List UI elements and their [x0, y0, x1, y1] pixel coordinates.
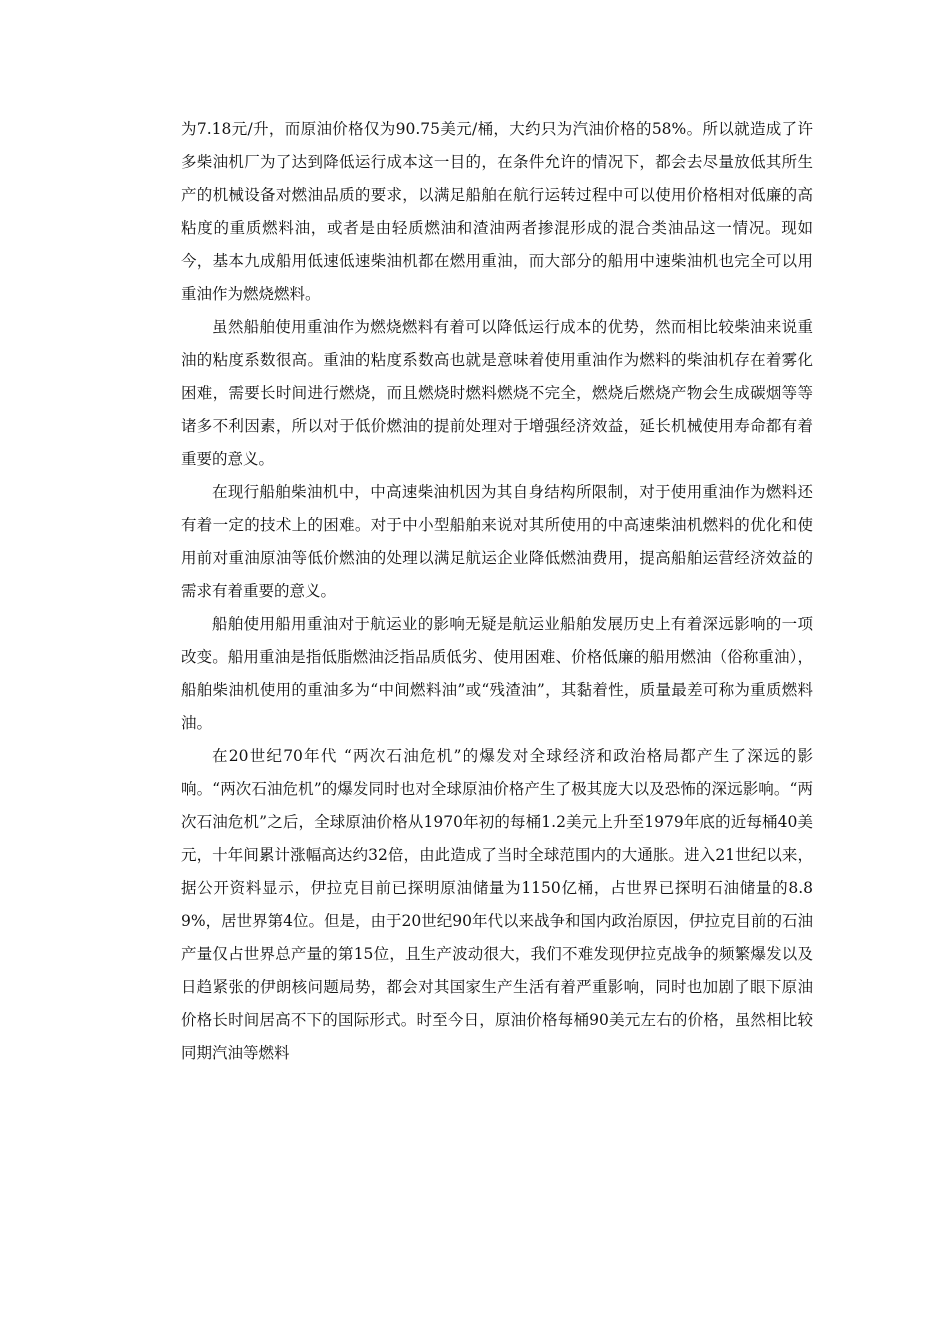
paragraph-heavy-oil-viscosity: 虽然船舶使用重油作为燃烧燃料有着可以降低运行成本的优势，然而相比较柴油来说重油的粘度系数很高。重油的粘度系数高也就是意味着使用重油作为燃料的柴油机存在着雾化困难，需要长时间进行燃烧，而且燃烧时燃料燃烧不完全，燃烧后燃烧产物会生成碳烟等等诸多不利因素，所以对于低价燃油的提前处理对于增强经济效益，延长机械使用寿命都有着重要的意义。 — [181, 318, 813, 468]
paragraph-marine-heavy-oil: 船舶使用船用重油对于航运业的影响无疑是航运业船舶发展历史上有着深远影响的一项改变。船用重油是指低脂燃油泛指品质低劣、使用困难、价格低廉的船用燃油（俗称重油），船舶柴油机使用的重油多为“中间燃料油”或“残渣油”，其黏着性，质量最差可称为重质燃料油。 — [181, 615, 813, 732]
paragraph-fuel-price: 为7.18元/升，而原油价格仅为90.75美元/桶，大约只为汽油价格的58%。所以就造成了许多柴油机厂为了达到降低运行成本这一目的，在条件允许的情况下，都会去尽量放低其所生产的机械设备对燃油品质的要求，以满足船舶在航行运转过程中可以使用价格相对低廉的高粘度的重质燃料油，或者是由轻质燃油和渣油两者掺混形成的混合类油品这一情况。现如今，基本九成船用低速低速柴油机都在燃用重油，而大部分的船用中速柴油机也完全可以用重油作为燃烧燃料。 — [181, 120, 813, 303]
document-page — [181, 113, 813, 1070]
paragraph-medium-speed-engines: 在现行船舶柴油机中，中高速柴油机因为其自身结构所限制，对于使用重油作为燃料还有着一定的技术上的困难。对于中小型船舶来说对其所使用的中高速柴油机燃料的优化和使用前对重油原油等低价燃油的处理以满足航运企业降低燃油费用，提高船舶运营经济效益的需求有着重要的意义。 — [181, 483, 813, 600]
paragraph-oil-crisis: 在20世纪70年代 “两次石油危机”的爆发对全球经济和政治格局都产生了深远的影响。“两次石油危机”的爆发同时也对全球原油价格产生了极其庞大以及恐怖的深远影响。“两次石油危机”之后，全球原油价格从1970年初的每桶1.2美元上升至1979年底的近每桶40美元，十年间累计涨幅高达约32倍，由此造成了当时全球范围内的大通胀。进入21世纪以来，据公开资料显示，伊拉克目前已探明原油储量为1150亿桶，占世界已探明石油储量的8.89%，居世界第4位。但是，由于20世纪90年代以来战争和国内政治原因，伊拉克目前的石油产量仅占世界总产量的第15位，且生产波动很大，我们不难发现伊拉克战争的频繁爆发以及日趋紧张的伊朗核问题局势，都会对其国家生产生活有着严重影响，同时也加剧了眼下原油价格长时间居高不下的国际形式。时至今日，原油价格每桶90美元左右的价格，虽然相比较同期汽油等燃料 — [181, 747, 813, 1062]
